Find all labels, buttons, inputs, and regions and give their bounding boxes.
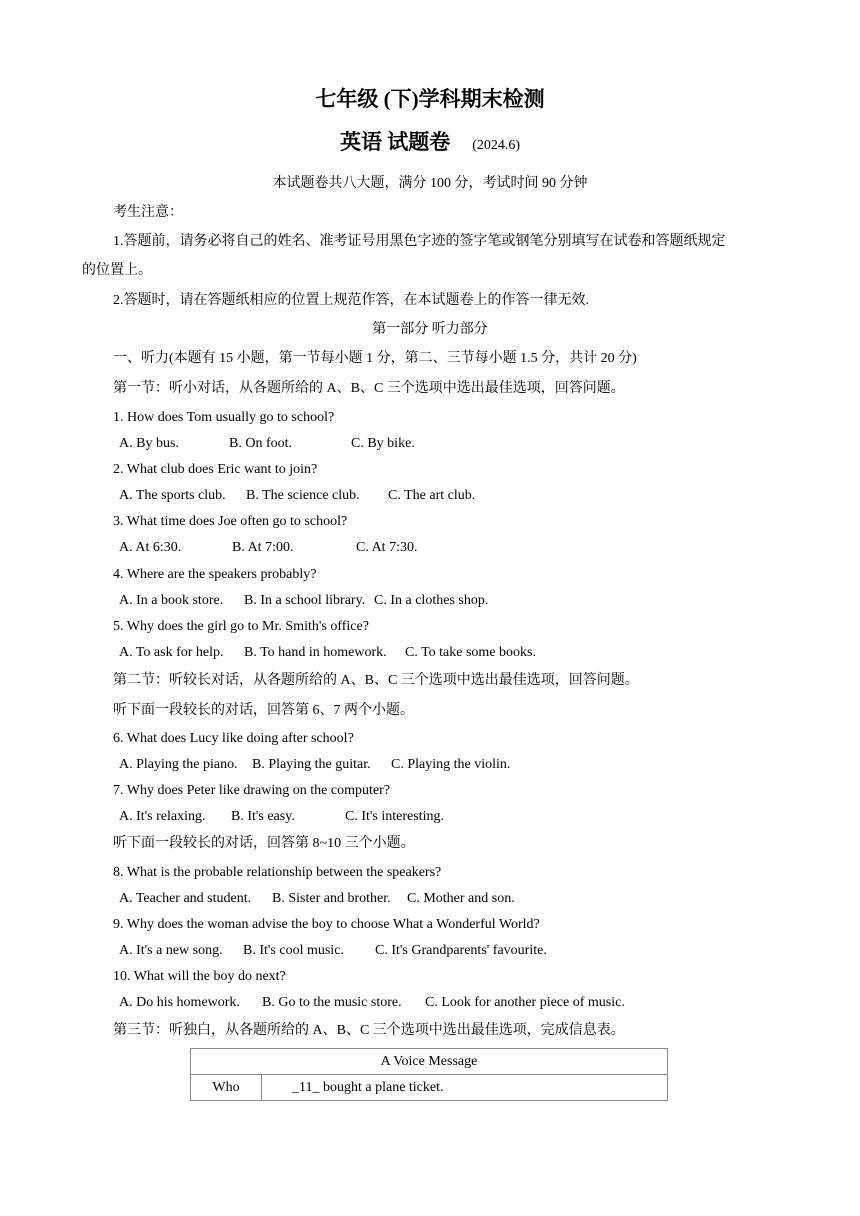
q6-option-b: B. Playing the guitar. <box>252 757 371 772</box>
subject-title: 英语 试题卷 <box>339 130 451 154</box>
exam-info: 本试题卷共八大题，满分 100 分，考试时间 90 分钟 <box>272 176 588 191</box>
question-10: 10. What will the boy do next? <box>113 969 286 984</box>
notice-item-2: 2.答题时，请在答题纸相应的位置上规范作答，在本试题卷上的作答一律无效. <box>113 293 589 308</box>
q2-option-a: A. The sports club. <box>119 488 226 503</box>
notice-item-1: 1.答题前，请务必将自己的姓名、准考证号用黑色字迹的签字笔或钢笔分别填写在试卷和答题纸规定 <box>113 234 726 249</box>
table-row-value: _11_ bought a plane ticket. <box>262 1075 668 1101</box>
q3-option-a: A. At 6:30. <box>119 540 182 555</box>
question-3: 3. What time does Joe often go to school? <box>113 514 348 529</box>
q3-option-c: C. At 7:30. <box>356 540 418 555</box>
exam-date: (2024.6) <box>472 138 521 153</box>
section-3-instruction: 第三节：听独白，从各题所给的 A、B、C 三个选项中选出最佳选项，完成信息表。 <box>113 1023 625 1038</box>
q6-option-a: A. Playing the piano. <box>119 757 238 772</box>
section-2-instruction: 第二节：听较长对话，从各题所给的 A、B、C 三个选项中选出最佳选项，回答问题。 <box>113 673 639 688</box>
notice-item-1-cont: 的位置上。 <box>82 263 152 278</box>
q9-option-a: A. It's a new song. <box>119 943 223 958</box>
q4-option-c: C. In a clothes shop. <box>374 593 489 608</box>
question-8: 8. What is the probable relationship between the speakers? <box>113 865 442 880</box>
q10-option-c: C. Look for another piece of music. <box>425 995 625 1010</box>
q10-option-a: A. Do his homework. <box>119 995 240 1010</box>
section-2-intro-1: 听下面一段较长的对话，回答第 6、7 两个小题。 <box>113 703 414 718</box>
q1-option-a: A. By bus. <box>119 436 179 451</box>
q2-option-b: B. The science club. <box>246 488 360 503</box>
q10-option-b: B. Go to the music store. <box>262 995 402 1010</box>
section-1-instruction: 第一节：听小对话，从各题所给的 A、B、C 三个选项中选出最佳选项，回答问题。 <box>113 381 625 396</box>
question-4: 4. Where are the speakers probably? <box>113 567 317 582</box>
question-9: 9. Why does the woman advise the boy to choose What a Wonderful World? <box>113 917 540 932</box>
q5-option-a: A. To ask for help. <box>119 645 224 660</box>
q1-option-b: B. On foot. <box>229 436 292 451</box>
table-row <box>191 1075 668 1101</box>
q4-option-b: B. In a school library. <box>244 593 366 608</box>
question-6: 6. What does Lucy like doing after school? <box>113 731 354 746</box>
q7-option-b: B. It's easy. <box>231 809 295 824</box>
q4-option-a: A. In a book store. <box>119 593 224 608</box>
question-1: 1. How does Tom usually go to school? <box>113 410 335 425</box>
q9-option-b: B. It's cool music. <box>243 943 344 958</box>
section-header: 一、听力(本题有 15 小题，第一节每小题 1 分，第二、三节每小题 1.5 分，共计 20 分) <box>113 351 637 366</box>
voice-message-table <box>190 1048 668 1101</box>
q5-option-b: B. To hand in homework. <box>244 645 387 660</box>
notice-heading: 考生注意： <box>113 205 183 220</box>
exam-title: 七年级 (下)学科期末检测 <box>315 87 545 111</box>
table-title: A Voice Message <box>191 1049 668 1075</box>
q1-option-c: C. By bike. <box>351 436 415 451</box>
q5-option-c: C. To take some books. <box>405 645 536 660</box>
q7-option-a: A. It's relaxing. <box>119 809 206 824</box>
q6-option-c: C. Playing the violin. <box>391 757 511 772</box>
q2-option-c: C. The art club. <box>388 488 476 503</box>
q3-option-b: B. At 7:00. <box>232 540 294 555</box>
part-title: 第一部分 听力部分 <box>372 322 488 337</box>
question-7: 7. Why does Peter like drawing on the computer? <box>113 783 390 798</box>
q8-option-a: A. Teacher and student. <box>119 891 252 906</box>
table-row-label: Who <box>191 1075 262 1101</box>
question-2: 2. What club does Eric want to join? <box>113 462 318 477</box>
q9-option-c: C. It's Grandparents' favourite. <box>375 943 547 958</box>
question-5: 5. Why does the girl go to Mr. Smith's office? <box>113 619 369 634</box>
q7-option-c: C. It's interesting. <box>345 809 444 824</box>
q8-option-b: B. Sister and brother. <box>272 891 391 906</box>
table-header-row <box>191 1049 668 1075</box>
section-2-intro-2: 听下面一段较长的对话，回答第 8~10 三个小题。 <box>113 836 415 851</box>
q8-option-c: C. Mother and son. <box>407 891 515 906</box>
exam-subtitle <box>0 130 860 158</box>
